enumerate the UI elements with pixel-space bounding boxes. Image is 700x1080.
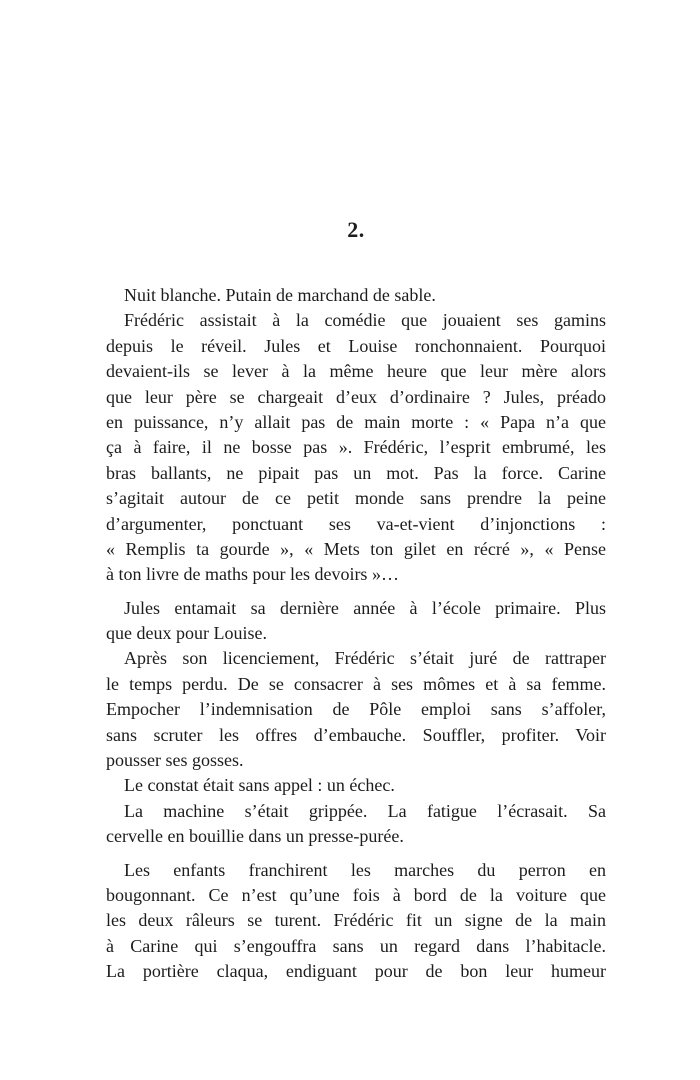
text-line: les deux râleurs se turent. Frédéric fit un signe de la main [106,910,606,931]
text-line: « Remplis ta gourde », « Mets ton gilet en récré », « Pense [106,538,606,559]
text-line: bougonnant. Ce n’est qu’une fois à bord de la voiture que [106,884,606,905]
book-page [106,0,606,1080]
text-line: Le constat était sans appel : un échec. [124,775,395,796]
text-block [106,283,606,985]
paragraph [106,646,606,773]
text-line: en puissance, n’y allait pas de main morte : « Papa n’a que [106,411,606,432]
paragraph [106,773,606,798]
text-line: La machine s’était grippée. La fatigue l’écrasait. Sa [124,800,606,821]
text-line: Après son licenciement, Frédéric s’était juré de rattraper [124,648,606,669]
paragraph [106,858,606,985]
text-line: Empocher l’indemnisation de Pôle emploi sans s’affoler, [106,699,606,720]
text-line: Frédéric assistait à la comédie que jouaient ses gamins [124,310,606,331]
paragraph [106,596,606,647]
text-line: bras ballants, ne pipait pas un mot. Pas la force. Carine [106,462,606,483]
section-1 [106,283,606,588]
text-line: d’argumenter, ponctuant ses va-et-vient d’injonctions : [106,513,606,534]
text-line: que leur père se chargeait d’eux d’ordinaire ? Jules, préado [106,386,606,407]
paragraph [106,799,606,850]
text-line: ça à faire, il ne bosse pas ». Frédéric, l’esprit embrumé, les [106,437,606,458]
section-2 [106,596,606,850]
text-line: La portière claqua, endiguant pour de bon leur humeur [106,961,606,982]
text-line: le temps perdu. De se consacrer à ses mômes et à sa femme. [106,673,606,694]
paragraph [106,308,606,587]
text-line: depuis le réveil. Jules et Louise ronchonnaient. Pourquoi [106,335,606,356]
text-line: à ton livre de maths pour les devoirs »… [106,564,399,585]
text-line: pousser ses gosses. [106,750,244,771]
text-line: Les enfants franchirent les marches du perron en [124,859,606,880]
text-line: que deux pour Louise. [106,623,267,644]
text-line: sans scruter les offres d’embauche. Souffler, profiter. Voir [106,724,606,745]
text-line: cervelle en bouillie dans un presse-purée. [106,826,404,847]
text-line: Nuit blanche. Putain de marchand de sable. [124,285,436,305]
text-line: à Carine qui s’engouffra sans un regard dans l’habitacle. [106,935,606,956]
text-line: Jules entamait sa dernière année à l’école primaire. Plus [124,597,606,618]
paragraph [106,283,606,308]
chapter-number: 2. [347,217,365,242]
text-line: s’agitait autour de ce petit monde sans prendre la peine [106,488,606,509]
section-3 [106,858,606,985]
text-line: devaient-ils se lever à la même heure que leur mère alors [106,361,606,382]
